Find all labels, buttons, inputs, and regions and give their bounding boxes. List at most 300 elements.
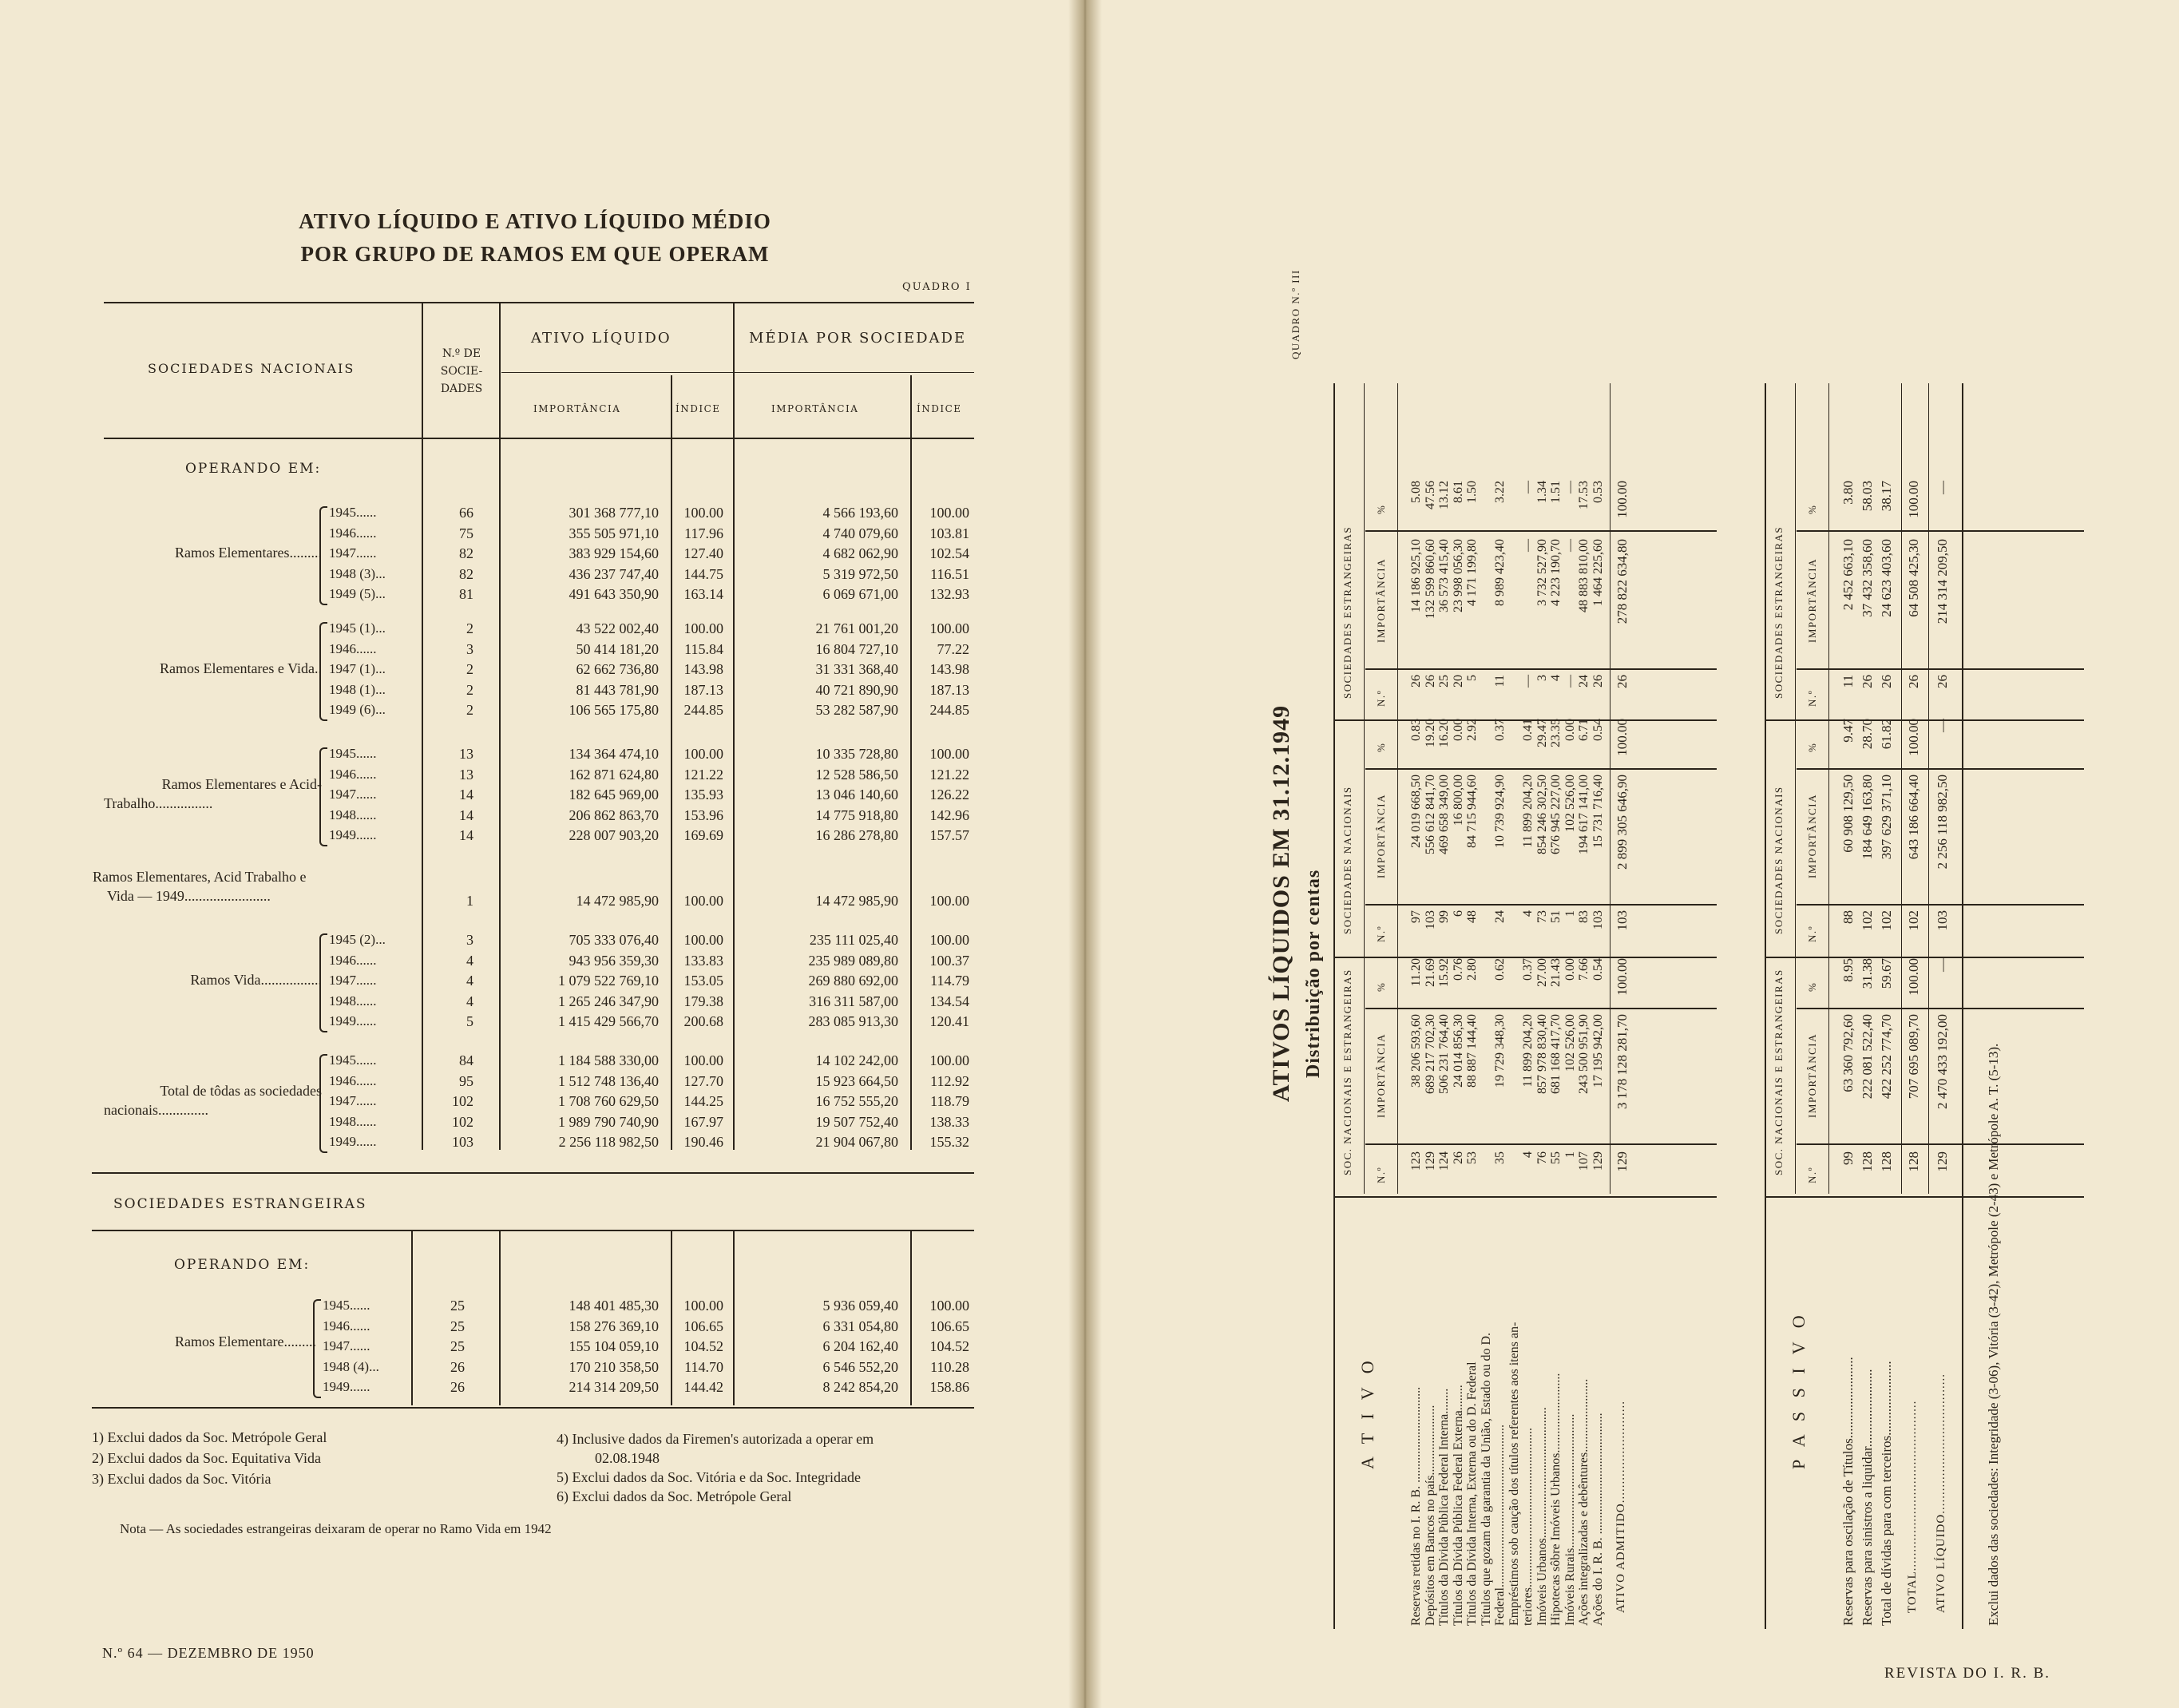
ativo-liquido-importancia: 214 314 209,50 (1935, 539, 1950, 624)
divider-ind1 (671, 375, 672, 1150)
rule (1797, 904, 2084, 906)
rule (1797, 1008, 2084, 1009)
table-cell-media-indice: 143.98 (929, 661, 969, 677)
rule (1765, 383, 1766, 1629)
cell-pct: 21.69 (1423, 958, 1437, 987)
table-cell-media-importancia: 6 204 162,40 (822, 1338, 898, 1354)
cell-n: — (1521, 675, 1535, 688)
table-row-year: 1949 (6)... (329, 702, 386, 717)
table-cell-n: 82 (459, 565, 473, 582)
cell-n: 51 (1549, 910, 1563, 923)
cell-pct: 31.38 (1860, 958, 1875, 989)
cell-n: 76 (1535, 1151, 1549, 1164)
cell-pct: — (1521, 481, 1535, 493)
passivo-total-importancia: 64 508 425,30 (1906, 539, 1921, 617)
table-cell-n: 25 (450, 1338, 465, 1354)
table-cell-importancia: 1 265 246 347,90 (558, 993, 659, 1009)
cell-importancia: — (1563, 539, 1577, 552)
table-cell-importancia: 155 104 059,10 (569, 1338, 659, 1354)
passivo-heading: P A S S I V O (1789, 1310, 1809, 1469)
cell-importancia: 184 649 163,80 (1860, 775, 1875, 860)
ativo-admitido-n: 103 (1614, 910, 1630, 931)
table-cell-n: 95 (459, 1072, 473, 1089)
table-row-year: 1949...... (329, 1134, 377, 1149)
group-brace (319, 1054, 327, 1153)
table-cell-n: 84 (459, 1052, 473, 1068)
ativo-admitido-importancia: 2 899 305 646,90 (1614, 775, 1630, 870)
table-cell-media-indice: 120.41 (929, 1013, 969, 1029)
footnote-right: 6) Exclui dados da Soc. Metrópole Geral (557, 1488, 792, 1504)
cell-n: 26 (1591, 675, 1605, 688)
table-cell-importancia: 705 333 076,40 (569, 932, 659, 948)
table-cell-mimp: 14 472 985,90 (815, 893, 898, 909)
cell-importancia: 4 171 199,80 (1465, 539, 1479, 606)
cell-importancia: 556 612 841,70 (1423, 775, 1437, 854)
table-cell-importancia: 383 929 154,60 (569, 545, 659, 561)
col-header-pct: % (1806, 981, 1818, 992)
table-cell-indice: 100.00 (683, 620, 723, 636)
header-ativo-liquido: ATIVO LÍQUIDO (531, 330, 672, 347)
cell-n: 26 (1423, 675, 1437, 688)
footnote-right: 02.08.1948 (595, 1450, 660, 1466)
cell-importancia: 222 081 522,40 (1860, 1014, 1875, 1100)
col-header-pct: % (1806, 742, 1818, 752)
header-n-sociedades (438, 345, 485, 398)
table-cell-n: 4 (466, 973, 473, 989)
header-sociedades: SOCIEDADES NACIONAIS (148, 361, 355, 376)
table-cell-indice: 121.22 (683, 766, 723, 783)
table-row-year: 1947...... (329, 545, 377, 561)
table-cell-importancia: 148 401 485,30 (569, 1298, 659, 1314)
rule (1365, 530, 1717, 532)
footnote-left: 1) Exclui dados da Soc. Metrópole Geral (92, 1429, 327, 1445)
col-header-importancia: IMPORTÂNCIA (1806, 793, 1818, 878)
cell-importancia: 3 732 527,90 (1535, 539, 1549, 606)
table-row-year: 1945 (2)... (329, 932, 386, 947)
cell-pct: 8.95 (1840, 958, 1856, 982)
table-title-line2: POR GRUPO DE RAMOS EM QUE OPERAM (300, 242, 770, 266)
passivo-total-importancia: 643 186 664,40 (1906, 775, 1921, 860)
rule (1928, 383, 1929, 1194)
table-cell-media-importancia: 21 904 067,80 (815, 1134, 898, 1150)
quadro-label: QUADRO I (902, 281, 972, 293)
table-row-year: 1948...... (329, 1113, 377, 1129)
cell-importancia: 11 899 204,20 (1521, 1014, 1535, 1088)
group-header-b: SOCIEDADES NACIONAIS (1773, 786, 1785, 934)
ativo-admitido-pct: 100.00 (1614, 719, 1630, 756)
cell-importancia: 16 800,00 (1451, 775, 1465, 826)
estrangeiras-rule (92, 1230, 974, 1231)
table-row-year: 1949...... (329, 1013, 377, 1028)
table-cell-indice: 127.70 (683, 1072, 723, 1089)
ativo-admitido-n: 129 (1614, 1151, 1630, 1172)
table-cell-media-indice: 106.65 (929, 1318, 969, 1334)
left-footer: N.º 64 — DEZEMBRO DE 1950 (102, 1645, 315, 1661)
header-importancia: IMPORTÂNCIA (533, 403, 621, 414)
cell-importancia: 102 526,00 (1563, 1014, 1577, 1072)
cell-pct: 59.67 (1879, 958, 1894, 989)
cell-n: 35 (1493, 1151, 1507, 1164)
table-row-year: 1945...... (329, 1052, 377, 1068)
cell-importancia: 37 432 358,60 (1860, 539, 1875, 617)
table-cell-media-indice: 104.52 (929, 1338, 969, 1354)
cell-n: 55 (1549, 1151, 1563, 1164)
table-cell-media-importancia: 53 282 587,90 (815, 702, 898, 718)
row-label: Títulos da Dívida Pública Federal Interna........ (1437, 1388, 1451, 1626)
table-cell-media-importancia: 40 721 890,90 (815, 681, 898, 698)
table-cell-media-importancia: 14 102 242,00 (815, 1052, 898, 1068)
cell-pct: 23.35 (1549, 719, 1563, 747)
cell-pct: 0.00 (1563, 719, 1577, 741)
cell-n: 99 (1840, 1151, 1856, 1165)
cell-pct: 3.22 (1493, 481, 1507, 503)
table-cell-media-importancia: 8 242 854,20 (822, 1379, 898, 1395)
table-cell-media-importancia: 316 311 587,00 (809, 993, 898, 1009)
table-row-year: 1948...... (329, 993, 377, 1009)
group-header-c: SOCIEDADES ESTRANGEIRAS (1773, 525, 1785, 699)
cell-importancia: — (1521, 539, 1535, 552)
rule (1765, 719, 2084, 721)
table-cell-indice: 144.25 (683, 1093, 723, 1109)
cell-pct: 2.92 (1465, 719, 1479, 741)
table-row-year: 1945...... (329, 746, 377, 761)
cell-pct: — (1563, 481, 1577, 493)
cell-n: 4 (1521, 1151, 1535, 1158)
table-cell-media-indice: 77.22 (937, 640, 969, 657)
row-label: Reservas para sinistros a liquidar....................... (1860, 1369, 1875, 1626)
cell-n: 20 (1451, 675, 1465, 688)
row-label: Ações do I. R. B. ...................................... (1591, 1413, 1605, 1626)
sociedades-estrangeiras-label: SOCIEDADES ESTRANGEIRAS (113, 1196, 367, 1212)
cell-pct: 47.56 (1423, 481, 1437, 509)
cell-pct: 11.20 (1409, 958, 1423, 987)
cell-n: 48 (1465, 910, 1479, 923)
nota-text: Nota — As sociedades estrangeiras deixaram de operar no Ramo Vida em 1942 (120, 1521, 552, 1536)
cell-n: 129 (1423, 1151, 1437, 1171)
cell-n: — (1563, 675, 1577, 688)
cell-pct: 1.51 (1549, 481, 1563, 503)
header-n-line2: SOCIE- (440, 365, 483, 378)
cell-n: 129 (1591, 1151, 1605, 1171)
cell-pct: 0.76 (1451, 958, 1465, 981)
cell-importancia: 38 206 593,60 (1409, 1014, 1423, 1088)
rule (1365, 668, 1717, 670)
table-cell-n: 14 (459, 806, 473, 823)
table-row-year: 1946...... (329, 640, 377, 656)
table-cell-indice: 100.00 (683, 1052, 723, 1068)
row-label: Imóveis Rurais.......................................... (1563, 1413, 1577, 1626)
rule (1397, 383, 1398, 1194)
cell-importancia: 60 908 129,50 (1840, 775, 1856, 853)
ativo-heading: A T I V O (1357, 1356, 1377, 1469)
header-mid-rule (501, 372, 974, 373)
cell-pct: 15.92 (1437, 958, 1451, 987)
table-cell-media-importancia: 6 069 671,00 (822, 586, 898, 602)
cell-pct: 0.62 (1493, 958, 1507, 981)
rule (1365, 1008, 1717, 1009)
table-cell-media-importancia: 13 046 140,60 (815, 787, 898, 802)
table-bottom-rule (92, 1407, 974, 1409)
header-n-line3: DADES (440, 382, 483, 395)
table-cell-media-importancia: 5 936 059,40 (822, 1298, 898, 1314)
table-cell-indice: 104.52 (683, 1338, 723, 1354)
group-brace (313, 1299, 321, 1398)
cell-importancia: 19 729 348,30 (1493, 1014, 1507, 1088)
table-row-year: 1948 (1)... (329, 681, 386, 697)
ativo-liquido-label: ATIVO LÍQUIDO..................................... (1935, 1373, 1947, 1613)
ativo-liquido-pct: — (1935, 481, 1950, 494)
cell-importancia: 14 186 925,10 (1409, 539, 1423, 612)
ativo-liquido-n: 129 (1935, 1151, 1950, 1172)
group-header-b: SOCIEDADES NACIONAIS (1341, 786, 1353, 934)
table-row-year: 1948 (3)... (329, 565, 386, 581)
cell-importancia: 24 019 668,50 (1409, 775, 1423, 848)
table-cell-media-indice: 155.32 (929, 1134, 969, 1150)
table-cell-n: 14 (459, 787, 473, 802)
table-row-year: 1949 (5)... (329, 586, 386, 601)
group-header-a: SOC. NACIONAIS E ESTRANGEIRAS (1773, 969, 1785, 1175)
table-cell-importancia: 1 184 588 330,00 (558, 1052, 659, 1068)
row-label: Títulos que gozam da garantia da União, Estado ou do D. (1479, 1332, 1493, 1626)
table-cell-indice: 144.42 (683, 1379, 723, 1395)
passivo-total-pct: 100.00 (1906, 719, 1921, 756)
passivo-total-n: 26 (1906, 675, 1921, 688)
table-cell-n: 1 (466, 893, 473, 909)
est-divider-ativo (499, 1231, 501, 1405)
col-header-importancia: IMPORTÂNCIA (1375, 793, 1387, 878)
cell-pct: 13.12 (1437, 481, 1451, 509)
rule (1364, 383, 1365, 1194)
cell-importancia: 243 500 951,90 (1577, 1014, 1591, 1094)
table-cell-n: 3 (466, 932, 473, 948)
table-cell-media-importancia: 269 880 692,00 (808, 973, 898, 989)
table-cell-importancia: 214 314 209,50 (569, 1379, 659, 1395)
table-cell-indice: 153.05 (683, 973, 723, 989)
rule (1901, 383, 1902, 1194)
row-label: Total de dívidas para com terceiros...................... (1879, 1361, 1894, 1626)
cell-importancia: 857 978 830,40 (1535, 1014, 1549, 1094)
cell-pct: 58.03 (1860, 481, 1875, 512)
table-cell-media-indice: 118.79 (930, 1093, 969, 1109)
ativo-admitido-pct: 100.00 (1614, 481, 1630, 518)
table-cell-importancia: 943 956 359,30 (569, 952, 659, 969)
table-cell-media-indice: 244.85 (929, 702, 969, 718)
table-row-year: 1945...... (323, 1298, 370, 1313)
col-header-n: N.º (1806, 1166, 1818, 1183)
est-divider-n (411, 1231, 413, 1405)
header-n-line1: N.º DE (442, 347, 481, 360)
table-cell-media-indice: 157.57 (929, 827, 969, 843)
row-label: Títulos da Dívida Pública Federal Externa........ (1451, 1385, 1465, 1626)
table-cell-importancia: 43 522 002,40 (576, 620, 659, 636)
cell-importancia: 88 887 144,40 (1465, 1014, 1479, 1088)
col-header-pct: % (1375, 504, 1387, 514)
rule (1765, 1196, 2084, 1198)
col-header-n: N.º (1375, 925, 1387, 942)
cell-n: 26 (1451, 1151, 1465, 1164)
table-cell-indice: 106.65 (683, 1318, 723, 1334)
cell-pct: 21.43 (1549, 958, 1563, 987)
cell-importancia: 689 217 702,30 (1423, 1014, 1437, 1094)
table-cell-importancia: 355 505 971,10 (569, 525, 659, 541)
cell-n: 83 (1577, 910, 1591, 923)
operando-em-label: OPERANDO EM: (185, 461, 322, 477)
row-label: Títulos da Dívida Interna, Externa ou do D. Federal (1465, 1361, 1479, 1626)
cell-importancia: 8 989 423,40 (1493, 539, 1507, 606)
left.groups-label2-2: Trabalho................ (104, 795, 213, 811)
table-cell-n: 14 (459, 827, 473, 843)
cell-pct: 27.00 (1535, 958, 1549, 987)
cell-n: 103 (1591, 910, 1605, 929)
col-header-pct: % (1375, 981, 1387, 992)
table-cell-indice: 115.84 (684, 640, 723, 657)
passivo-total-pct: 100.00 (1906, 958, 1921, 996)
cell-n: 11 (1840, 675, 1856, 688)
table-row-year: 1945 (1)... (329, 620, 386, 636)
row-label: teriores.................................................. (1521, 1428, 1535, 1626)
cell-n: 24 (1493, 910, 1507, 923)
passivo-total-label: TOTAL............................................. (1906, 1400, 1919, 1613)
table-cell-media-importancia: 12 528 586,50 (815, 766, 898, 783)
table-cell-indice: 187.13 (683, 681, 723, 698)
cell-n: 73 (1535, 910, 1549, 923)
cell-importancia: 422 252 774,70 (1879, 1014, 1894, 1100)
table-row-year: 1947...... (329, 1093, 377, 1108)
table-cell-indice: 169.69 (683, 827, 723, 843)
left.groups2-label-1: Total de tôdas as sociedades (160, 1082, 322, 1099)
table-row-year: 1947...... (329, 973, 377, 988)
table-cell-media-importancia: 283 085 913,30 (808, 1013, 898, 1029)
table-cell-n: 13 (459, 766, 473, 783)
table-cell-importancia: 106 565 175,80 (569, 702, 659, 718)
table-cell-media-indice: 132.93 (929, 586, 969, 602)
table-cell-media-indice: 100.00 (929, 746, 969, 762)
cell-pct: 29.47 (1535, 719, 1549, 747)
cell-pct: 6.71 (1577, 719, 1591, 741)
table-cell-media-importancia: 16 286 278,80 (815, 827, 898, 843)
cell-n: 88 (1840, 910, 1856, 924)
cell-n: 26 (1860, 675, 1875, 688)
rotated-table-quadro-iii (1262, 224, 2060, 1629)
cell-importancia: 48 883 810,00 (1577, 539, 1591, 612)
right-quadro-label: QUADRO N.º III (1290, 269, 1301, 359)
table-cell-n: 2 (466, 702, 473, 718)
rule (1962, 383, 1963, 1629)
table-cell-indice: 179.38 (683, 993, 723, 1009)
header-indice-media: ÍNDICE (917, 403, 962, 414)
table-cell-n: 4 (466, 993, 473, 1009)
table-row-year: 1949...... (323, 1379, 370, 1394)
table-cell-n: 102 (452, 1093, 473, 1109)
cell-n: 6 (1451, 910, 1465, 917)
cell-n: 102 (1879, 910, 1894, 931)
row-label: Federal................................................... (1493, 1425, 1507, 1626)
table-cell-media-importancia: 15 923 664,50 (815, 1072, 898, 1089)
table-row-year: 1946...... (329, 1072, 377, 1088)
rule (1333, 1196, 1717, 1198)
group-brace (319, 506, 327, 605)
table-cell-importancia: 301 368 777,10 (569, 505, 659, 521)
ativo-liquido-pct: — (1935, 958, 1950, 972)
table-cell-indice: 127.40 (683, 545, 723, 561)
table-cell-media-importancia: 10 335 728,80 (815, 746, 898, 762)
table-cell-media-indice: 100.00 (929, 1052, 969, 1068)
cell-pct: 38.17 (1879, 481, 1894, 512)
table-cell-media-indice: 100.00 (929, 505, 969, 521)
cell-pct: 17.53 (1577, 481, 1591, 509)
col-header-importancia: IMPORTÂNCIA (1806, 557, 1818, 643)
single-row-label-1: Ramos Elementares, Acid Trabalho e (93, 869, 307, 885)
group-header-c: SOCIEDADES ESTRANGEIRAS (1341, 525, 1353, 699)
table-row-year: 1947 (1)... (329, 661, 386, 676)
est-group-label: Ramos Elementare......... (175, 1334, 316, 1349)
ativo-liquido-n: 103 (1935, 910, 1950, 931)
rule (1365, 1143, 1717, 1145)
table-cell-n: 102 (452, 1113, 473, 1130)
table-cell-media-indice: 158.86 (929, 1379, 969, 1395)
cell-pct: 9.47 (1840, 719, 1856, 743)
estrangeiras-top-rule (92, 1172, 974, 1174)
cell-importancia: 15 731 716,40 (1591, 775, 1605, 848)
cell-importancia: 132 599 860,60 (1423, 539, 1437, 619)
cell-n: 103 (1423, 910, 1437, 929)
header-importancia-media: IMPORTÂNCIA (771, 403, 859, 414)
table-row-year: 1946...... (329, 525, 377, 541)
rule (1797, 1143, 2084, 1145)
table-cell-media-importancia: 16 752 555,20 (815, 1093, 898, 1109)
ativo-liquido-importancia: 2 470 433 192,00 (1935, 1014, 1950, 1109)
ativo-liquido-n: 26 (1935, 675, 1950, 688)
cell-importancia: 506 231 764,40 (1437, 1014, 1451, 1094)
cell-pct: 5.08 (1409, 481, 1423, 503)
table-row-year: 1945...... (329, 505, 377, 520)
table-cell-importancia: 1 708 760 629,50 (558, 1093, 659, 1109)
table-cell-media-indice: 134.54 (929, 993, 969, 1009)
table-cell-media-importancia: 4 682 062,90 (822, 545, 898, 561)
table-row-year: 1948...... (329, 806, 377, 822)
table-row-year: 1946...... (329, 952, 377, 968)
footnote-right: 5) Exclui dados da Soc. Vitória e da Soc. Integridade (557, 1469, 861, 1485)
table-cell-ind: 100.00 (683, 893, 723, 909)
cell-n: 128 (1879, 1151, 1894, 1172)
divider-ind2 (910, 375, 912, 1150)
table-cell-media-importancia: 6 546 552,20 (822, 1358, 898, 1375)
rule (1765, 957, 2084, 958)
rule (1365, 904, 1717, 906)
table-row-year: 1948 (4)... (323, 1358, 379, 1374)
book-gutter (1068, 0, 1102, 1708)
table-cell-importancia: 182 645 969,00 (569, 787, 659, 802)
right-subtitle: Distribuição por centas (1303, 869, 1324, 1078)
table-cell-importancia: 170 210 358,50 (569, 1358, 659, 1375)
cell-importancia: 397 629 371,10 (1879, 775, 1894, 860)
table-cell-media-indice: 100.00 (929, 1298, 969, 1314)
table-cell-n: 2 (466, 681, 473, 698)
table-cell-mind: 100.00 (929, 893, 969, 909)
cell-n: 25 (1437, 675, 1451, 688)
table-cell-media-indice: 100.00 (929, 932, 969, 948)
table-cell-media-importancia: 21 761 001,20 (815, 620, 898, 636)
cell-importancia: 17 195 942,00 (1591, 1014, 1605, 1088)
cell-n: 26 (1879, 675, 1894, 688)
table-cell-indice: 100.00 (683, 932, 723, 948)
table-cell-n: 81 (459, 586, 473, 602)
table-cell-n: 82 (459, 545, 473, 561)
table-cell-n: 13 (459, 746, 473, 762)
table-cell-media-indice: 103.81 (929, 525, 969, 541)
table-cell-importancia: 491 643 350,90 (569, 586, 659, 602)
header-bottom-rule (104, 438, 974, 439)
